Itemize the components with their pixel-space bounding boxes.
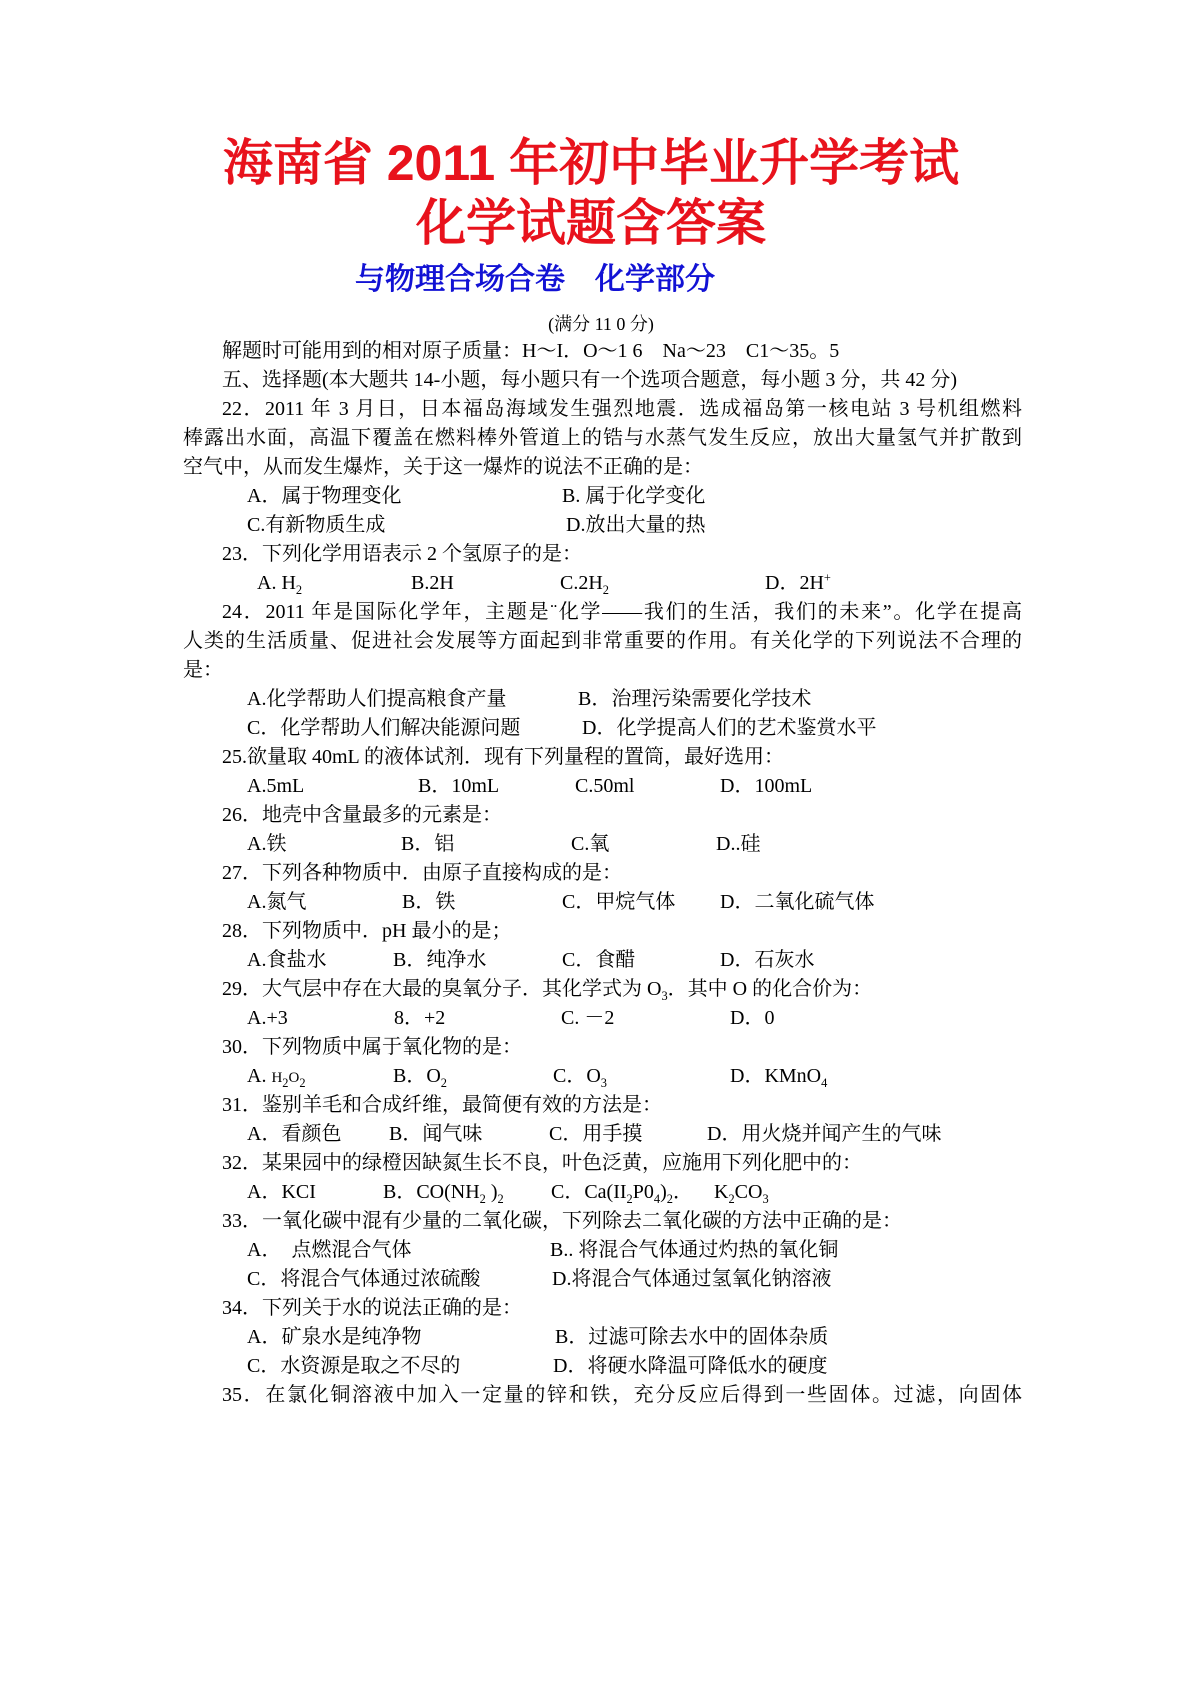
option-text: C．Ca(II (551, 1181, 627, 1203)
question-30-option-a (247, 1062, 306, 1093)
question-23-stem: 23．下列化学用语表示 2 个氢原子的是： (222, 543, 582, 565)
question-26-option-d: D..硅 (716, 833, 761, 855)
question-34-option-a: A．矿泉水是纯净物 (247, 1326, 422, 1348)
question-33-option-b: B.. 将混合气体通过灼热的氧化铜 (550, 1239, 839, 1261)
question-31-option-b: B．闻气味 (389, 1123, 483, 1145)
question-29-option-a: A.+3 (247, 1007, 288, 1029)
question-30-option-c (553, 1062, 607, 1091)
question-29-option-c: C. －2 (561, 1007, 615, 1029)
question-26-option-c: C.氧 (571, 833, 610, 855)
question-28-option-d: D．石灰水 (720, 949, 815, 971)
option-text: B．CO(NH (383, 1181, 480, 1203)
question-28-options-row (0, 946, 1200, 975)
option-text: D．KMnO (730, 1065, 822, 1087)
formula-subscript: 2 (602, 583, 609, 597)
question-22-options-row (0, 482, 1200, 511)
option-text: D．2H (765, 572, 824, 594)
question-22-option-a: A．属于物理变化 (247, 485, 402, 507)
question-33-option-a: A． 点燃混合气体 (247, 1239, 412, 1261)
question-27-option-a: A.氮气 (247, 891, 307, 913)
question-32-options-row (0, 1178, 1200, 1207)
question-22-stem-continued: 棒露出水面，高温下覆盖在燃料棒外管道上的锆与水蒸气发生反应，放出大量氢气并扩散到 (183, 427, 1022, 449)
question-31-stem: 31．鉴别羊毛和合成纤维，最简便有效的方法是： (222, 1094, 662, 1116)
question-34-stem: 34．下列关于水的说法正确的是： (222, 1297, 522, 1319)
question-26-option-a: A.铁 (247, 833, 287, 855)
question-34-option-d: D．将硬水降温可降低水的硬度 (553, 1355, 828, 1377)
full-score-note: (满分 11 0 分) (548, 314, 654, 334)
formula-text: O (288, 1070, 300, 1086)
question-25-option-d: D．100mL (720, 775, 813, 797)
question-24-stem: 24．2011 年是国际化学年，主题是¨化学——我们的生活，我们的未来”。化学在提高 (222, 601, 1022, 623)
question-25-option-a: A.5mL (247, 775, 305, 797)
question-24-option-b: B．治理污染需要化学技术 (578, 688, 812, 710)
question-24-options-row (0, 685, 1200, 714)
question-33-option-d: D.将混合气体通过氢氧化钠溶液 (552, 1268, 832, 1290)
formula-subscript: 3 (661, 989, 668, 1003)
formula-subscript: 4 (653, 1192, 661, 1206)
question-22-stem-continued: 空气中，从而发生爆炸，关于这一爆炸的说法不正确的是： (183, 456, 703, 478)
formula-text: H (271, 1070, 283, 1086)
question-23-option-c (560, 569, 609, 598)
question-31-options-row (0, 1120, 1200, 1149)
formula-subscript: 2 (299, 1076, 306, 1090)
question-33-stem: 33．一氧化碳中混有少量的二氧化碳，下列除去二氧化碳的方法中正确的是： (222, 1210, 902, 1232)
question-32-stem: 32．某果园中的绿橙因缺氮生长不良，叶色泛黄，应施用下列化肥中的： (222, 1152, 862, 1174)
question-29-options-row (0, 1004, 1200, 1033)
formula-text: P0 (632, 1181, 654, 1203)
option-text: B．O (393, 1065, 441, 1087)
formula-subscript: 2 (295, 583, 303, 597)
question-27-stem: 27．下列各种物质中．由原子直接构成的是： (222, 862, 622, 884)
question-25-option-c: C.50ml (575, 775, 635, 797)
question-31-option-d: D．用火烧并闻产生的气味 (707, 1123, 942, 1145)
formula-subscript: 3 (600, 1076, 607, 1090)
question-24-options-row (0, 714, 1200, 743)
question-23-option-a (257, 569, 302, 598)
formula-subscript: 2 (728, 1192, 735, 1206)
question-22-stem: 22．2011 年 3 月日，日本福岛海域发生强烈地震．选成福岛第一核电站 3 号机组燃料 (222, 398, 1022, 420)
option-text: C.2H (560, 572, 603, 594)
question-26-stem: 26．地壳中含量最多的元素是： (222, 804, 502, 826)
question-23-option-b (411, 569, 454, 598)
formula-subscript: 2 (666, 1192, 673, 1206)
question-34-option-c: C．水资源是取之不尽的 (247, 1355, 461, 1377)
stem-text: ．其中 O 的化合价为： (667, 978, 873, 1000)
question-33-options-row (0, 1265, 1200, 1294)
question-22-option-b: B. 属于化学变化 (562, 485, 706, 507)
question-25-option-b: B．10mL (418, 775, 500, 797)
exam-body (0, 337, 1200, 1410)
question-24-stem-continued: 人类的生活质量、促进社会发展等方面起到非常重要的作用。有关化学的下列说法不合理的 (183, 630, 1022, 652)
question-23-option-d (765, 569, 831, 598)
question-32-option-a: A．KCI (247, 1181, 316, 1203)
question-24-option-d: D．化学提高人们的艺术鉴赏水平 (582, 717, 877, 739)
question-24-stem-continued: 是： (183, 659, 223, 681)
formula-subscript: 4 (821, 1076, 828, 1090)
question-25-options-row (0, 772, 1200, 801)
question-34-options-row (0, 1352, 1200, 1381)
option-text: B.2H (411, 572, 454, 594)
exam-title-line-1: 海南省 2011 年初中毕业升学考试 (222, 135, 960, 191)
question-32-option-c (551, 1178, 693, 1207)
question-30-stem: 30．下列物质中属于氧化物的是： (222, 1036, 522, 1058)
question-26-options-row (0, 830, 1200, 859)
question-29-stem (222, 975, 1022, 1004)
option-text: A. H (257, 572, 296, 594)
question-31-option-c: C．用手摸 (549, 1123, 643, 1145)
question-30-option-d (730, 1062, 827, 1091)
question-30-option-b (393, 1062, 447, 1091)
question-34-option-b: B．过滤可除去水中的固体杂质 (555, 1326, 829, 1348)
question-29-option-d: D．0 (730, 1007, 775, 1029)
question-32-option-b (383, 1178, 504, 1207)
question-31-option-a: A．看颜色 (247, 1123, 342, 1145)
question-33-option-c: C．将混合气体通过浓硫酸 (247, 1268, 481, 1290)
question-33-options-row (0, 1236, 1200, 1265)
formula-subscript: 2 (626, 1192, 633, 1206)
question-25-stem: 25.欲量取 40mL 的液体试剂．现有下列量程的置筒，最好选用： (222, 746, 785, 768)
question-22-options-row (0, 511, 1200, 540)
question-24-option-a: A.化学帮助人们提高粮食产量 (247, 688, 507, 710)
formula-text: ) (660, 1181, 667, 1203)
stem-text: 29．大气层中存在大最的臭氧分子．其化学式为 O (222, 978, 662, 1000)
question-34-options-row (0, 1323, 1200, 1352)
formula-text: CO (734, 1181, 763, 1203)
atomic-mass-note: 解题时可能用到的相对原子质量：H～I．O～1 6 Na～23 C1～35。5 (222, 340, 840, 362)
formula-subscript: 2 (440, 1076, 447, 1090)
exam-subtitle: 与物理合场合卷 化学部分 (355, 263, 715, 296)
question-24-option-c: C．化学帮助人们解决能源问题 (247, 717, 521, 739)
option-text: A. (247, 1065, 272, 1087)
formula-text: ． (672, 1181, 693, 1203)
section-heading: 五、选择题(本大题共 14-小题，每小题只有一个选项合题意，每小题 3 分，共 42 分) (222, 369, 957, 391)
question-30-options-row (0, 1062, 1200, 1091)
formula-text: ) (485, 1181, 498, 1203)
question-28-option-a: A.食盐水 (247, 949, 327, 971)
formula-subscript: 2 (479, 1192, 486, 1206)
formula-subscript: 3 (762, 1192, 769, 1206)
option-text: C．O (553, 1065, 601, 1087)
question-28-option-c: C．食醋 (562, 949, 636, 971)
question-35-stem: 35．在氯化铜溶液中加入一定量的锌和铁，充分反应后得到一些固体。过滤，向固体 (222, 1384, 1022, 1406)
question-28-stem: 28．下列物质中．pH 最小的是； (222, 920, 512, 942)
formula-subscript: 2 (282, 1076, 289, 1090)
formula-subscript: 2 (497, 1192, 504, 1206)
formula-superscript: + (823, 570, 831, 585)
question-27-option-b: B．铁 (402, 891, 456, 913)
exam-title-line-2: 化学试题含答案 (416, 195, 766, 251)
option-text: K (714, 1181, 729, 1203)
question-27-option-d: D．二氧化硫气体 (720, 891, 875, 913)
question-22-option-c: C.有新物质生成 (247, 514, 386, 536)
question-27-options-row (0, 888, 1200, 917)
question-22-option-d: D.放出大量的热 (566, 514, 706, 536)
question-23-options-row (0, 569, 1200, 598)
question-29-option-b: 8．+2 (394, 1007, 446, 1029)
question-28-option-b: B．纯净水 (393, 949, 487, 971)
question-32-option-d (714, 1178, 769, 1207)
question-27-option-c: C．甲烷气体 (562, 891, 676, 913)
question-26-option-b: B．铝 (401, 833, 455, 855)
